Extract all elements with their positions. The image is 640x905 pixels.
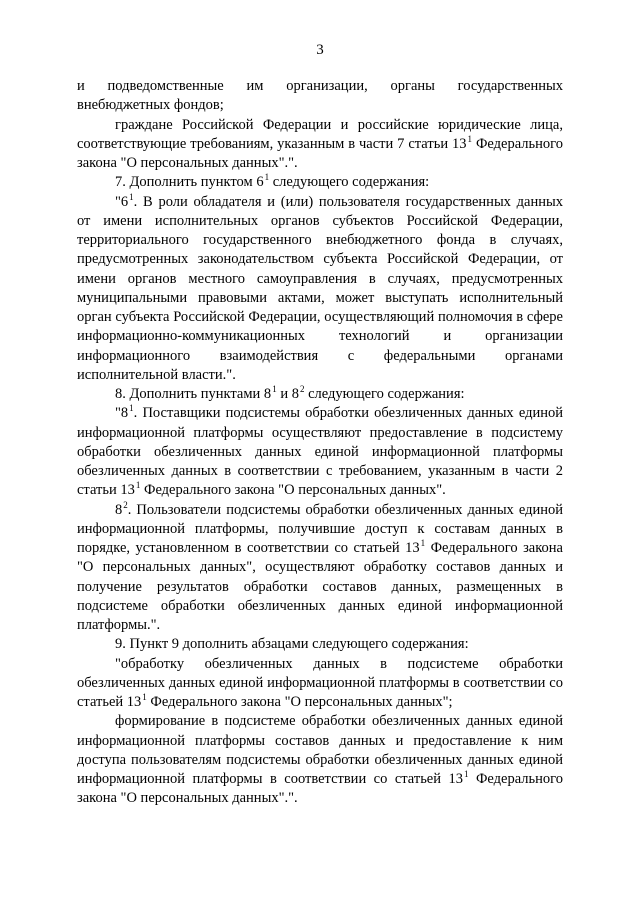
text-segment: 8. Дополнить пунктами 8 bbox=[115, 386, 272, 402]
superscript: 1 bbox=[463, 769, 469, 779]
paragraph bbox=[77, 655, 563, 713]
text-segment: . Пользователи подсистемы обработки обезличенных данных единой информационной платформы, получившие доступ к составам данных в порядке, установленном в соответствии со статьей 13 bbox=[77, 501, 563, 556]
paragraph bbox=[77, 712, 563, 808]
superscript: 1 bbox=[129, 191, 134, 202]
paragraph bbox=[77, 635, 563, 654]
text-segment: и 8 bbox=[276, 386, 299, 402]
superscript: 2 bbox=[123, 499, 128, 510]
text-segment: . Поставщики подсистемы обработки обезличенных данных единой информационной платформы осуществляют предоставление в подсистему обработки обезличенных данных единой информационной платформы обезличенных данных в соответствии с требованием, указанным в части 2 статьи 13 bbox=[77, 405, 563, 499]
text-segment: формирование в подсистеме обработки обезличенных данных единой информационной платформы составов данных и предоставление к ним доступа пользователям подсистемы обработки обезличенных данных единой информационной платформы в соответствии со статьей 13 bbox=[77, 713, 563, 787]
paragraph bbox=[77, 77, 563, 116]
text-segment: Федерального закона "О персональных данных".". bbox=[77, 771, 563, 807]
text-segment: "6 bbox=[115, 193, 129, 210]
text-segment: Федерального закона "О персональных данных"; bbox=[146, 694, 453, 710]
text-segment: Федерального закона "О персональных данных". bbox=[140, 482, 446, 499]
text-segment: . В роли обладателя и (или) пользователя государственных данных от имени исполнительных органов субъектов Российской Федерации, территориального государственного внебюджетного фонда в случаях, предусмотренных законодательством субъекта Российской Федерации, от имени органов местного самоуправления в случаях, предусмотренных муниципальными правовыми актами, может выступать исполнительный орган субъекта Российской Федерации, осуществляющий полномочия в сфере информационно-коммуникационных технологий и организации информационного взаимодействия с федеральными органами исполнительной власти.". bbox=[77, 193, 563, 383]
text-segment: 8 bbox=[115, 501, 123, 518]
text-segment: следующего содержания: bbox=[269, 174, 430, 191]
superscript: 1 bbox=[420, 538, 426, 548]
paragraph bbox=[77, 193, 563, 386]
paragraph bbox=[77, 116, 563, 174]
text-segment: "обработку обезличенных данных в подсистеме обработки обезличенных данных единой информационной платформы в соответствии со статьей 13 bbox=[77, 655, 563, 710]
text-segment: Федерального закона "О персональных данных", осуществляют обработку составов данных и получение результатов обработки составов данных, размещенных в подсистеме обработки обезличенных данных единой информационной платформы.". bbox=[77, 540, 563, 633]
paragraph bbox=[77, 385, 563, 404]
text-segment: 7. Дополнить пунктом 6 bbox=[115, 174, 264, 191]
superscript: 1 bbox=[142, 692, 147, 702]
superscript: 1 bbox=[467, 133, 473, 144]
text-segment: граждане Российской Федерации и российские юридические лица, соответствующие требованиям, указанным в части 7 статьи 13 bbox=[77, 116, 563, 152]
superscript: 1 bbox=[129, 403, 134, 414]
text-segment: Федерального закона "О персональных данных".". bbox=[77, 135, 563, 171]
paragraph bbox=[77, 404, 563, 500]
text-segment: следующего содержания: bbox=[304, 386, 465, 402]
text-segment: "8 bbox=[115, 405, 129, 422]
paragraph bbox=[77, 501, 563, 636]
page-number: 3 bbox=[316, 42, 324, 58]
text-segment: 9. Пункт 9 дополнить абзацами следующего содержания: bbox=[115, 636, 469, 653]
superscript: 2 bbox=[299, 384, 305, 394]
superscript: 1 bbox=[135, 480, 141, 491]
document-body bbox=[77, 77, 563, 809]
text-segment: и подведомственные им организации, органы государственных внебюджетных фондов; bbox=[77, 78, 563, 114]
superscript: 1 bbox=[264, 172, 270, 183]
superscript: 1 bbox=[272, 384, 277, 394]
paragraph bbox=[77, 173, 563, 192]
